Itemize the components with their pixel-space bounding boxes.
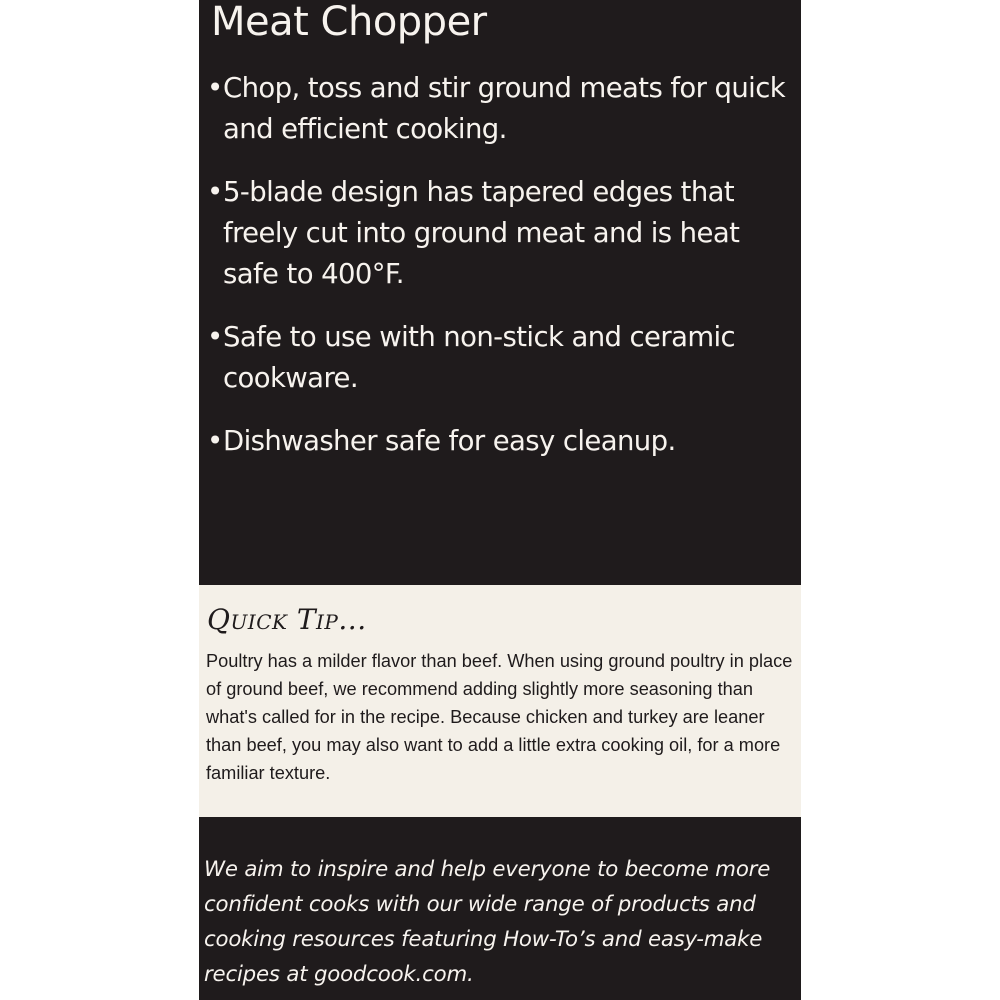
product-title: Meat Chopper (211, 0, 487, 45)
bullet-icon: • (207, 425, 223, 457)
packaging-card (199, 0, 801, 1000)
product-features-panel (199, 0, 801, 585)
feature-item (207, 317, 792, 399)
quick-tip-heading: Quick Tip... (207, 603, 367, 636)
brand-mission-panel (199, 817, 801, 1000)
feature-item (207, 68, 792, 150)
bullet-icon: • (207, 321, 223, 353)
feature-text: Dishwasher safe for easy cleanup. (223, 425, 676, 457)
bullet-icon: • (207, 176, 223, 208)
feature-item (207, 421, 792, 462)
quick-tip-panel (199, 585, 801, 817)
bullet-icon: • (207, 72, 223, 104)
brand-mission-text: We aim to inspire and help everyone to become more confident cooks with our wide range of products and cooking resources featuring How-To’s and easy-make recipes at goodcook.com. (204, 857, 771, 987)
feature-text: Safe to use with non-stick and ceramic cookware. (223, 321, 736, 394)
feature-list (207, 68, 792, 484)
feature-item (207, 172, 792, 295)
feature-text: Chop, toss and stir ground meats for quick and efficient cooking. (223, 72, 786, 145)
quick-tip-text: Poultry has a milder flavor than beef. When using ground poultry in place of ground beef, we recommend adding slightly more seasoning than what's called for in the recipe. Because chicken and turkey are leaner than beef, you may also want to add a little extra cooking oil, for a more familiar texture. (206, 651, 793, 783)
feature-text: 5-blade design has tapered edges that freely cut into ground meat and is heat safe to 400°F. (223, 176, 740, 290)
